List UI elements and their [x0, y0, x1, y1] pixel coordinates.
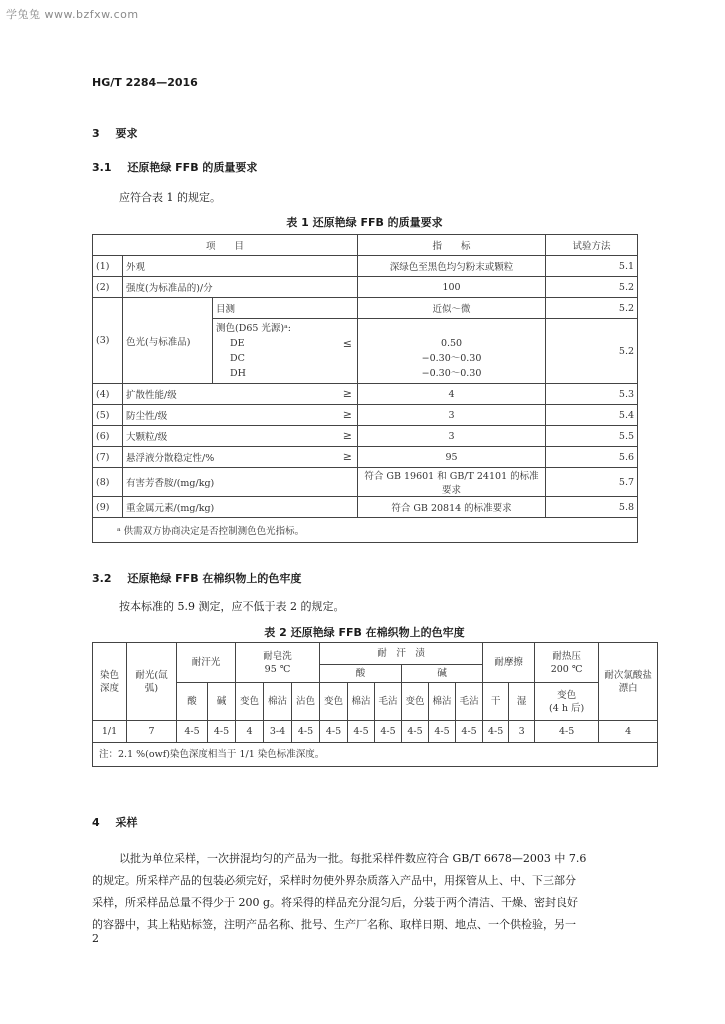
paragraph-line: 采样，所采样品总量不得少于 200 g。将采得的样品充分混匀后，分装于两个清洁、干燥、密封良好	[92, 896, 579, 909]
row-method: 5.6	[546, 447, 638, 468]
sub-label-colorimetric	[213, 319, 358, 384]
metric-dh: DH	[230, 368, 246, 379]
section-4-heading	[92, 814, 138, 830]
item-label: 防尘性/级	[126, 411, 168, 422]
row-number: (8)	[93, 468, 123, 497]
cell: 4	[599, 721, 658, 743]
section-title: 采样	[115, 816, 138, 829]
table-1	[92, 234, 638, 543]
table-header-row	[93, 683, 658, 721]
cell: 4-5	[208, 721, 236, 743]
row-number: (5)	[93, 405, 123, 426]
section-number: 3	[92, 127, 100, 140]
sub-wet: 湿	[509, 683, 535, 721]
header-light: 耐光(氙弧)	[127, 643, 177, 721]
sub-cotton: 棉沾	[429, 683, 456, 721]
sub-cotton: 棉沾	[264, 683, 292, 721]
cell: 1/1	[93, 721, 127, 743]
table-row	[93, 298, 638, 319]
header-heat-label: 耐热压	[552, 650, 581, 662]
row-method: 5.1	[546, 256, 638, 277]
cell: 4-5	[292, 721, 320, 743]
metric-value: −0.30～0.30	[421, 353, 482, 364]
table-row	[93, 405, 638, 426]
row-item: 色光(与标准品)	[123, 298, 213, 384]
row-number: (6)	[93, 426, 123, 447]
row-value: 符合 GB 20814 的标准要求	[358, 497, 546, 518]
table-2-caption: 表 2 还原艳绿 FFB 在棉织物上的色牢度	[264, 626, 465, 639]
sub-label-visual: 目测	[213, 298, 358, 319]
header-soap-label: 耐皂洗	[263, 650, 292, 662]
row-value: 95	[358, 447, 546, 468]
cell: 4-5	[402, 721, 429, 743]
row-method: 5.2	[546, 319, 638, 384]
sub-wool: 毛沾	[375, 683, 402, 721]
row-number: (1)	[93, 256, 123, 277]
paragraph-line: 的规定。所采样产品的包装必须完好，采样时勿使外界杂质落入产品中，用探管从上、中、下三部分	[92, 874, 576, 887]
row-value: 3	[358, 405, 546, 426]
header-method: 试验方法	[546, 235, 638, 256]
metric-dc: DC	[230, 353, 245, 364]
header-ironing: 耐汗光	[177, 643, 236, 683]
sub-values-colorimetric	[358, 319, 546, 384]
row-method: 5.2	[546, 298, 638, 319]
row-value: 深绿色至黑色均匀粉末或颗粒	[358, 256, 546, 277]
table-row	[93, 256, 638, 277]
table-header-row	[93, 235, 638, 256]
document-number: HG/T 2284—2016	[92, 76, 198, 89]
section-3-1-heading	[92, 159, 257, 175]
row-method: 5.7	[546, 468, 638, 497]
comparison-sign: ≥	[342, 387, 353, 400]
cell: 3	[509, 721, 535, 743]
metric-label: DE	[230, 338, 245, 349]
row-number: (4)	[93, 384, 123, 405]
row-item	[123, 384, 358, 405]
row-item	[123, 447, 358, 468]
cell: 4-5	[348, 721, 375, 743]
table-row	[93, 468, 638, 497]
sub-heat-after: (4 h 后)	[549, 702, 585, 714]
row-number: (2)	[93, 277, 123, 298]
header-alkali: 碱	[402, 665, 483, 683]
row-item	[123, 426, 358, 447]
cell: 4-5	[535, 721, 599, 743]
sub-cotton: 棉沾	[348, 683, 375, 721]
table-footnote: ᵃ 供需双方协商决定是否控制测色色光指标。	[93, 518, 638, 543]
cell: 3-4	[264, 721, 292, 743]
section-title: 还原艳绿 FFB 的质量要求	[127, 161, 258, 174]
sub-change: 变色	[236, 683, 264, 721]
row-item	[123, 405, 358, 426]
cell: 4-5	[375, 721, 402, 743]
metric-de	[216, 336, 354, 351]
header-soap	[236, 643, 320, 683]
paragraph-line: 的容器中，其上粘贴标签，注明产品名称、批号、生产厂名称、取样日期、地点、一个供检验，另一	[92, 918, 576, 931]
comparison-sign: ≥	[342, 429, 353, 442]
sub-change: 变色	[320, 683, 348, 721]
item-label: 大颗粒/级	[126, 432, 168, 443]
row-item: 强度(为标准品的)/分	[123, 277, 358, 298]
cell: 4-5	[483, 721, 509, 743]
section-title: 还原艳绿 FFB 在棉织物上的色牢度	[127, 572, 302, 585]
comparison-sign: ≤	[342, 337, 353, 350]
metric-value: 0.50	[440, 338, 463, 349]
sub-value-visual: 近似～微	[358, 298, 546, 319]
row-item: 重金属元素/(mg/kg)	[123, 497, 358, 518]
table-row	[93, 497, 638, 518]
header-sweat: 耐 汗 渍	[320, 643, 483, 665]
row-item: 有害芳香胺/(mg/kg)	[123, 468, 358, 497]
item-label: 悬浮液分散稳定性/%	[126, 453, 215, 464]
section-3-heading	[92, 125, 138, 141]
header-spec: 指 标	[358, 235, 546, 256]
cell: 4	[236, 721, 264, 743]
sub-change: 变色	[402, 683, 429, 721]
table-row	[93, 447, 638, 468]
page-number: 2	[92, 932, 99, 945]
sub-acid: 酸	[177, 683, 208, 721]
table-row	[93, 384, 638, 405]
header-depth: 染色深度	[93, 643, 127, 721]
cell: 4-5	[177, 721, 208, 743]
sub-stain: 沾色	[292, 683, 320, 721]
row-number: (9)	[93, 497, 123, 518]
table-note-row	[93, 743, 658, 767]
row-value: 100	[358, 277, 546, 298]
header-chlorine: 耐次氯酸盐漂白	[599, 643, 658, 721]
row-item: 外观	[123, 256, 358, 277]
section-number: 3.2	[92, 572, 112, 585]
row-method: 5.4	[546, 405, 638, 426]
header-acid: 酸	[320, 665, 402, 683]
paragraph-line: 以批为单位采样，一次拼混均匀的产品为一批。每批采样件数应符合 GB/T 6678—2003 中 7.6	[119, 852, 587, 865]
cell: 4-5	[320, 721, 348, 743]
sub-heat-change: 变色	[557, 689, 577, 701]
row-method: 5.2	[546, 277, 638, 298]
table-row	[93, 277, 638, 298]
row-method: 5.5	[546, 426, 638, 447]
comparison-sign: ≥	[342, 408, 353, 421]
section-title: 要求	[115, 127, 138, 140]
sub-label: 测色(D65 光源)ᵃ:	[216, 323, 292, 334]
comparison-sign: ≥	[342, 450, 353, 463]
row-value: 4	[358, 384, 546, 405]
section-number: 4	[92, 816, 100, 829]
row-value: 3	[358, 426, 546, 447]
section-3-2-heading	[92, 570, 301, 586]
section-4-body	[92, 848, 637, 936]
row-method: 5.8	[546, 497, 638, 518]
table-row	[93, 426, 638, 447]
table-1-caption: 表 1 还原艳绿 FFB 的质量要求	[286, 216, 443, 229]
table-footnote-row	[93, 518, 638, 543]
sub-wool: 毛沾	[456, 683, 483, 721]
header-rub: 耐摩擦	[483, 643, 535, 683]
sub-heat	[535, 683, 599, 721]
row-number: (3)	[93, 298, 123, 384]
header-heat-temp: 200 ℃	[550, 663, 583, 675]
row-value: 符合 GB 19601 和 GB/T 24101 的标准要求	[358, 468, 546, 497]
section-3-1-text: 应符合表 1 的规定。	[119, 191, 221, 204]
sub-alkali: 碱	[208, 683, 236, 721]
section-number: 3.1	[92, 161, 112, 174]
item-label: 扩散性能/级	[126, 390, 177, 401]
header-heat	[535, 643, 599, 683]
table-note: 注：2.1 %(owf)染色深度相当于 1/1 染色标准深度。	[93, 743, 658, 767]
table-2	[92, 642, 658, 767]
section-3-2-text: 按本标准的 5.9 测定，应不低于表 2 的规定。	[119, 600, 345, 613]
metric-value: −0.30～0.30	[421, 368, 482, 379]
header-item: 项 目	[93, 235, 358, 256]
cell: 7	[127, 721, 177, 743]
row-number: (7)	[93, 447, 123, 468]
table-header-row	[93, 643, 658, 665]
table-row	[93, 721, 658, 743]
cell: 4-5	[429, 721, 456, 743]
watermark: 学兔兔 www.bzfxw.com	[6, 8, 139, 21]
row-method: 5.3	[546, 384, 638, 405]
sub-dry: 干	[483, 683, 509, 721]
header-soap-temp: 95 ℃	[264, 663, 291, 675]
cell: 4-5	[456, 721, 483, 743]
